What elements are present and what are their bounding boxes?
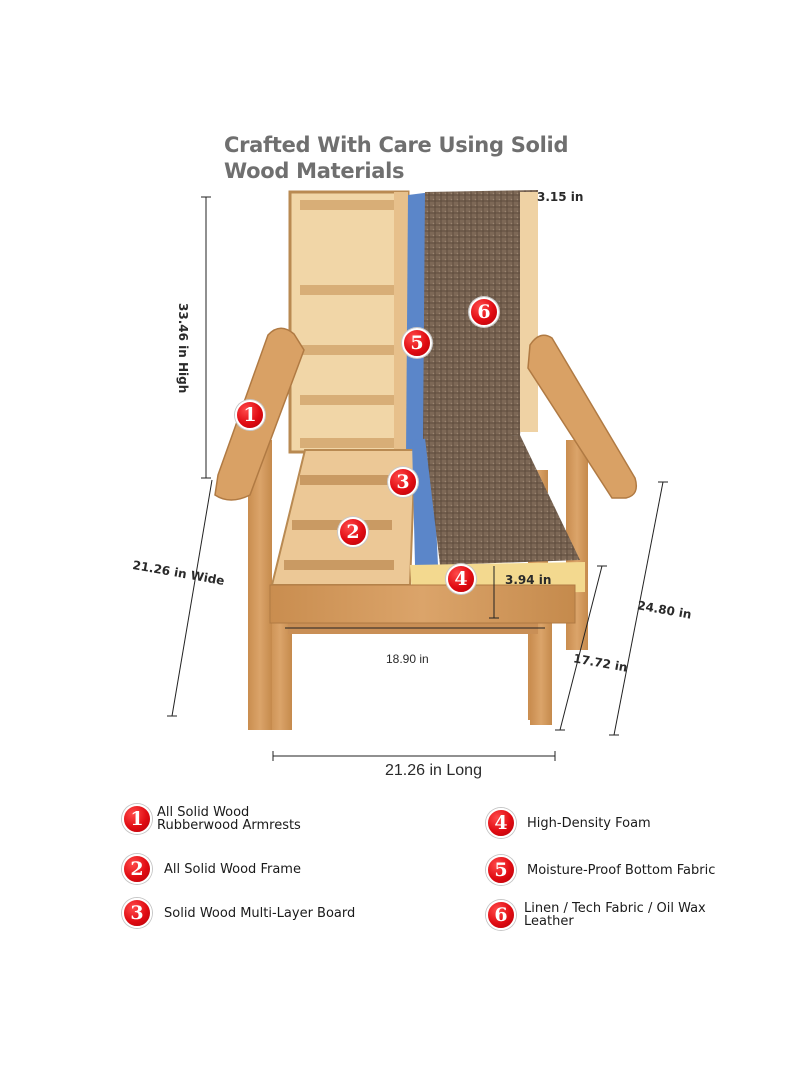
legend-item-3 [122, 898, 355, 928]
back-slat-5 [300, 438, 400, 448]
dim-height: 33.46 in High [176, 303, 190, 394]
marker-2-frame: 2 [338, 517, 368, 547]
dim-arm-height: 24.80 in [636, 598, 693, 622]
marker-1-armrest: 1 [235, 400, 265, 430]
back-slat-2 [300, 285, 400, 295]
dim-seat-width: 18.90 in [386, 652, 429, 666]
legend-marker-4: 4 [486, 808, 516, 838]
back-slat-3 [300, 345, 400, 355]
seat-slat-3 [284, 560, 394, 570]
legend-item-1 [122, 804, 327, 834]
marker-3-board: 3 [388, 467, 418, 497]
legend-marker-2: 2 [122, 854, 152, 884]
legend-label-2: All Solid Wood Frame [164, 861, 301, 877]
legend-item-5 [486, 855, 715, 885]
legend-marker-6: 6 [486, 900, 516, 930]
dim-foam-thickness: 3.94 in [505, 573, 552, 587]
dim-length: 21.26 in Long [385, 762, 482, 779]
legend-item-2 [122, 854, 301, 884]
back-top-wood [520, 192, 538, 432]
back-rail [394, 192, 408, 452]
seat-slat-1 [300, 475, 395, 485]
back-slat-1 [300, 200, 400, 210]
legend-label-3: Solid Wood Multi-Layer Board [164, 905, 356, 921]
marker-5-bottom-fabric: 5 [402, 328, 432, 358]
dim-width: 21.26 in Wide [131, 558, 226, 588]
legend-label-4: High-Density Foam [527, 815, 651, 831]
seat-cushion [425, 435, 580, 565]
marker-4-foam: 4 [446, 564, 476, 594]
legend-label-6: Linen / Tech Fabric / Oil Wax Leather [524, 901, 706, 929]
front-apron [270, 585, 575, 623]
legend-item-4 [486, 808, 651, 838]
page-title: Crafted With Care Using Solid Wood Materials [224, 133, 569, 183]
marker-6-cover-fabric: 6 [469, 297, 499, 327]
dim-seat-height: 17.72 in [572, 651, 629, 675]
legend-label-1: All Solid Wood Rubberwood Armrests [157, 805, 301, 833]
legend-label-5: Moisture-Proof Bottom Fabric [527, 862, 716, 878]
legend-marker-3: 3 [122, 898, 152, 928]
back-frame [290, 192, 408, 452]
legend-marker-1: 1 [122, 804, 152, 834]
back-slat-4 [300, 395, 400, 405]
legend-item-6 [486, 900, 724, 930]
legend-marker-5: 5 [486, 855, 516, 885]
dim-back-thickness: 3.15 in [537, 190, 584, 204]
